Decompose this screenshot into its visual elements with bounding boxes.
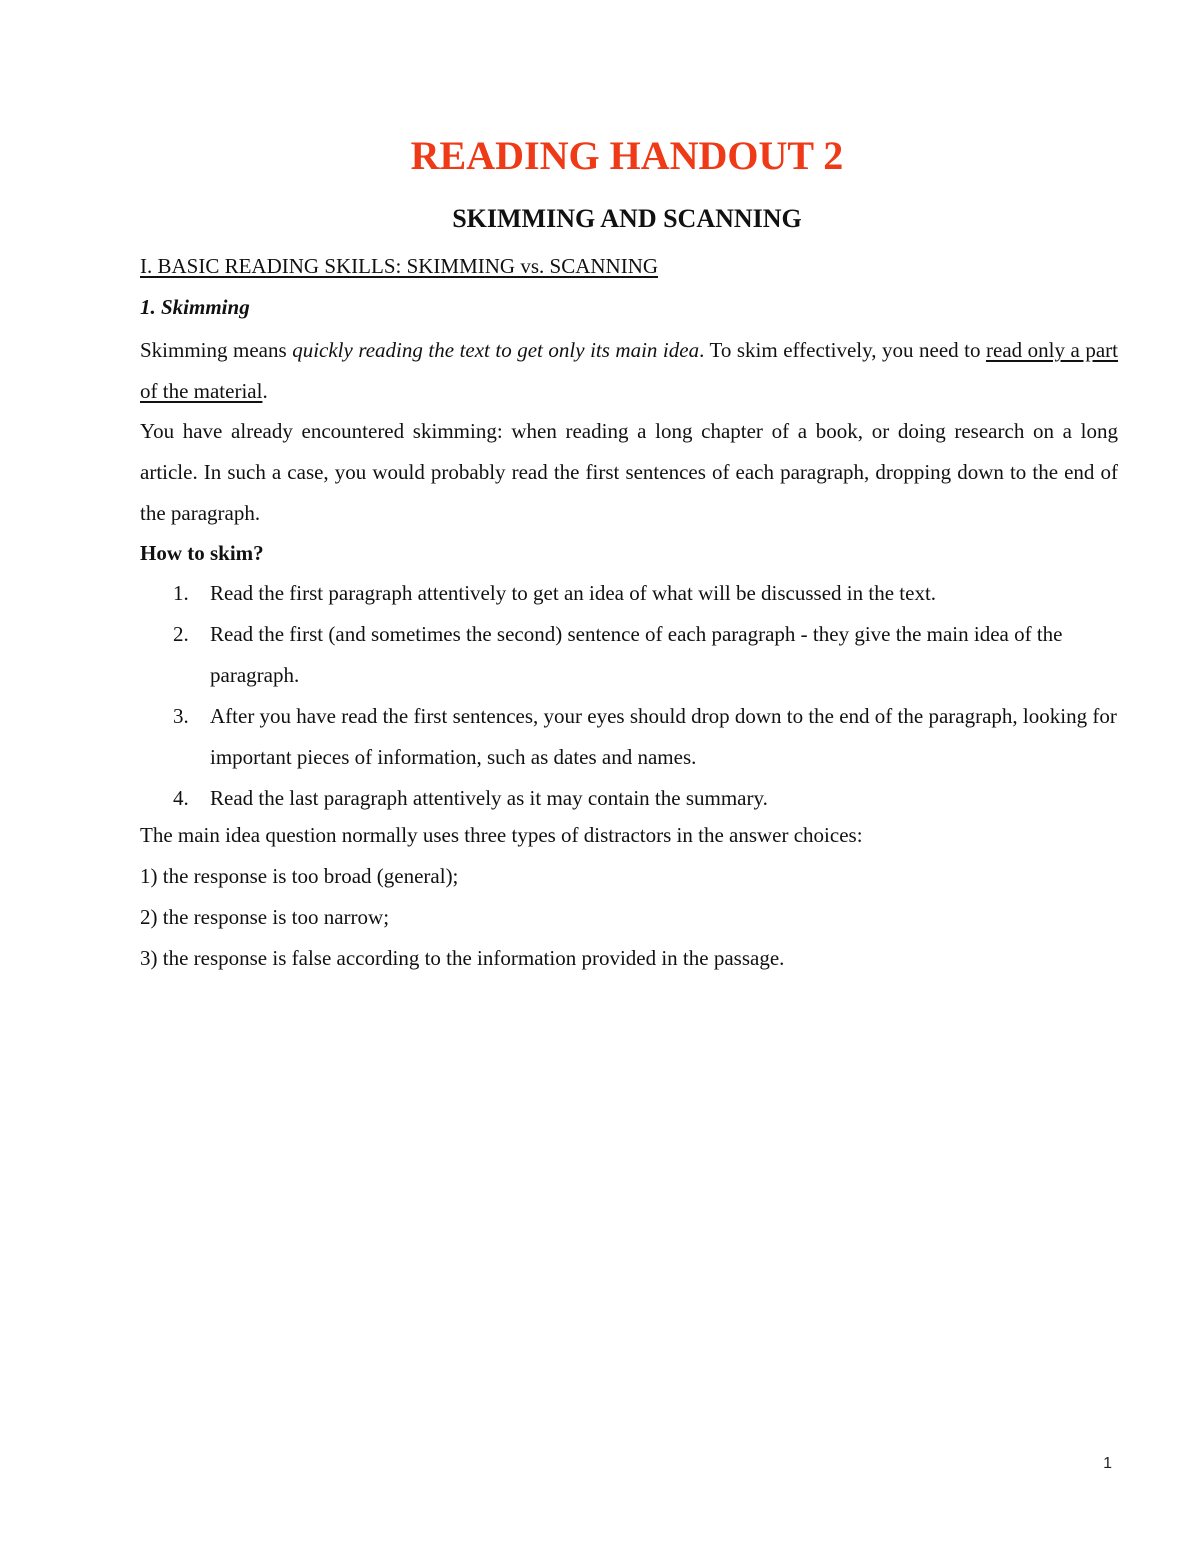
definition-text-2: . To skim effectively, you need to bbox=[699, 338, 987, 362]
definition-underlined-text: read only a part of the material bbox=[140, 338, 1118, 403]
document-title: READING HANDOUT 2 bbox=[410, 133, 844, 178]
list-item bbox=[140, 778, 1118, 819]
how-to-skim-heading: How to skim? bbox=[140, 541, 264, 565]
definition-text-1: Skimming means bbox=[140, 338, 293, 362]
definition-italic-text: quickly reading the text to get only its main idea bbox=[292, 338, 700, 362]
list-item-number: 1. bbox=[173, 581, 189, 605]
section-heading: I. BASIC READING SKILLS: SKIMMING vs. SCANNING bbox=[140, 254, 659, 278]
list-item-number: 4. bbox=[173, 786, 189, 810]
skim-steps-list bbox=[140, 573, 1118, 819]
list-item-number: 2. bbox=[173, 622, 189, 646]
list-item-text: After you have read the first sentences, your eyes should drop down to the end of the paragraph, looking for important pieces of information, such as dates and names. bbox=[210, 704, 1117, 769]
document-subtitle: SKIMMING AND SCANNING bbox=[452, 204, 802, 233]
distractors-intro: The main idea question normally uses three types of distractors in the answer choices: bbox=[140, 823, 863, 847]
list-item-text: Read the last paragraph attentively as it may contain the summary. bbox=[210, 786, 768, 810]
skimming-example-paragraph: You have already encountered skimming: when reading a long chapter of a book, or doing research on a long article. In such a case, you would probably read the first sentences of each paragraph, dropping down to the end of the paragraph. bbox=[140, 419, 1118, 525]
list-item-number: 3. bbox=[173, 704, 189, 728]
list-item bbox=[140, 573, 1118, 614]
distractor-item: 3) the response is false according to the information provided in the passage. bbox=[140, 946, 785, 970]
distractor-item: 1) the response is too broad (general); bbox=[140, 864, 459, 888]
skimming-heading: 1. Skimming bbox=[140, 295, 250, 319]
list-item-text: Read the first (and sometimes the second) sentence of each paragraph - they give the main idea of the paragraph. bbox=[210, 622, 1063, 687]
skimming-definition-paragraph bbox=[140, 330, 1118, 412]
page-number: 1 bbox=[1103, 1455, 1112, 1472]
distractor-item: 2) the response is too narrow; bbox=[140, 905, 390, 929]
list-item bbox=[140, 614, 1118, 696]
list-item bbox=[140, 696, 1118, 778]
list-item-text: Read the first paragraph attentively to get an idea of what will be discussed in the text. bbox=[210, 581, 937, 605]
definition-text-3: . bbox=[262, 379, 268, 403]
